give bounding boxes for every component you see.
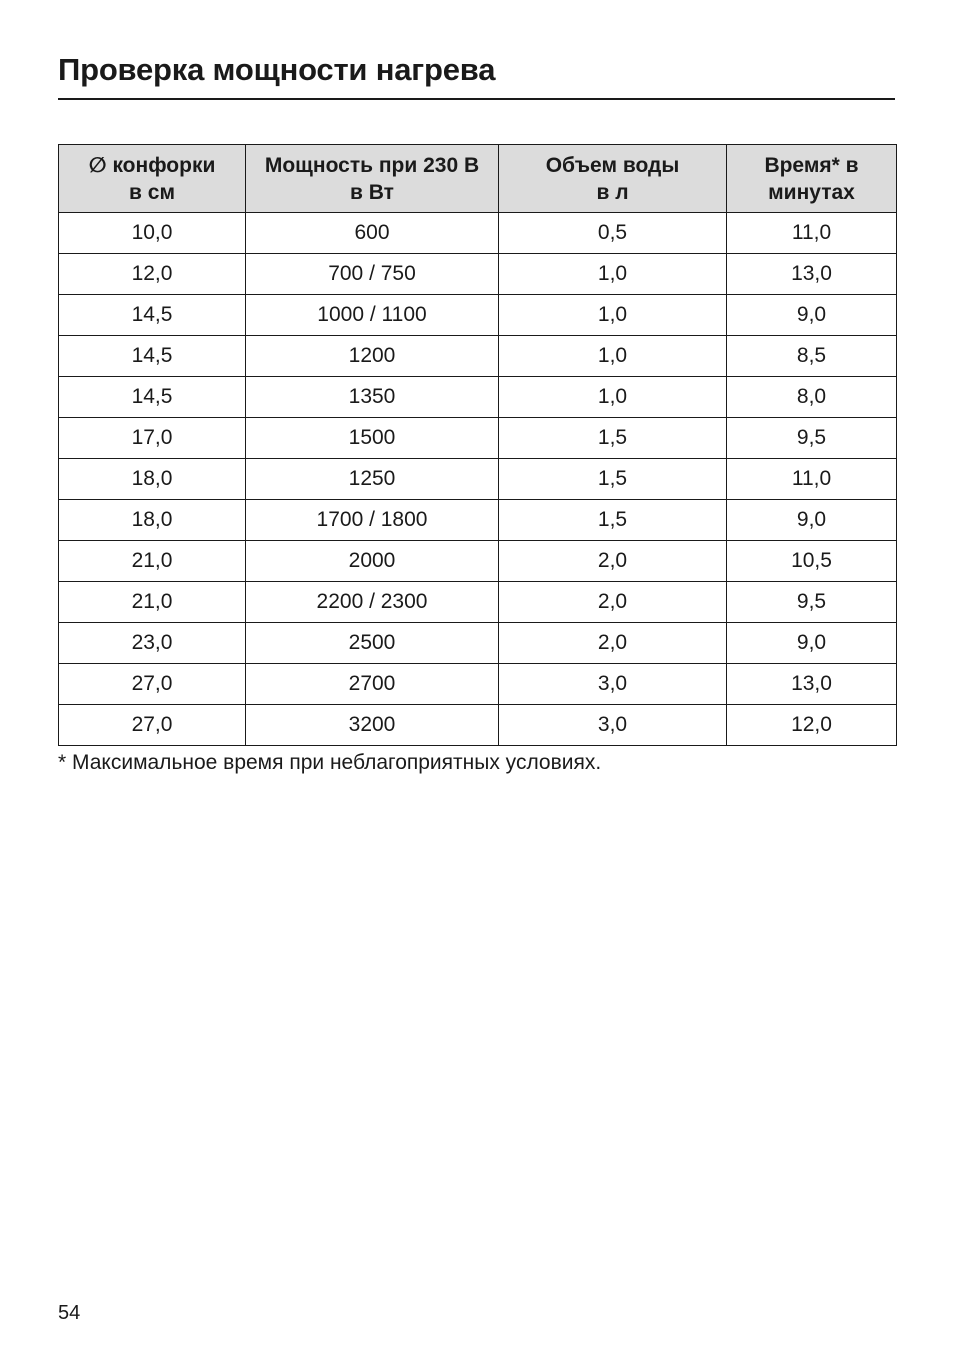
- header-time: [727, 145, 897, 213]
- table-row: [59, 377, 897, 418]
- cell-diameter: 14,5: [59, 295, 246, 336]
- title-divider: [58, 98, 895, 100]
- cell-volume: 2,0: [499, 582, 727, 623]
- table-row: [59, 582, 897, 623]
- header-line: Время* в: [764, 153, 859, 177]
- cell-power: 2500: [246, 623, 499, 664]
- cell-power: 1000 / 1100: [246, 295, 499, 336]
- cell-power: 3200: [246, 705, 499, 746]
- cell-diameter: 23,0: [59, 623, 246, 664]
- table-row: [59, 295, 897, 336]
- table-row: [59, 254, 897, 295]
- cell-volume: 3,0: [499, 664, 727, 705]
- footnote: * Максимальное время при неблагоприятных условиях.: [58, 751, 602, 774]
- table-row: [59, 213, 897, 254]
- table-row: [59, 500, 897, 541]
- cell-time: 8,0: [727, 377, 897, 418]
- cell-diameter: 17,0: [59, 418, 246, 459]
- cell-volume: 2,0: [499, 541, 727, 582]
- header-line: ∅ конфорки: [88, 153, 216, 177]
- cell-time: 13,0: [727, 254, 897, 295]
- table-row: [59, 336, 897, 377]
- cell-diameter: 12,0: [59, 254, 246, 295]
- table-row: [59, 664, 897, 705]
- cell-power: 2700: [246, 664, 499, 705]
- cell-time: 12,0: [727, 705, 897, 746]
- cell-diameter: 18,0: [59, 459, 246, 500]
- page-title: Проверка мощности нагрева: [58, 52, 496, 87]
- cell-diameter: 10,0: [59, 213, 246, 254]
- cell-diameter: 27,0: [59, 705, 246, 746]
- cell-time: 9,5: [727, 418, 897, 459]
- cell-power: 1500: [246, 418, 499, 459]
- header-line: в Вт: [350, 180, 394, 204]
- cell-volume: 3,0: [499, 705, 727, 746]
- table-row: [59, 459, 897, 500]
- cell-power: 1250: [246, 459, 499, 500]
- cell-diameter: 14,5: [59, 377, 246, 418]
- cell-time: 9,0: [727, 295, 897, 336]
- cell-power: 700 / 750: [246, 254, 499, 295]
- page-number: 54: [58, 1302, 81, 1324]
- table-body: [59, 213, 897, 746]
- cell-volume: 1,5: [499, 500, 727, 541]
- cell-volume: 1,5: [499, 459, 727, 500]
- cell-time: 13,0: [727, 664, 897, 705]
- cell-time: 11,0: [727, 213, 897, 254]
- cell-power: 600: [246, 213, 499, 254]
- cell-diameter: 18,0: [59, 500, 246, 541]
- cell-time: 10,5: [727, 541, 897, 582]
- cell-time: 9,0: [727, 500, 897, 541]
- table-row: [59, 541, 897, 582]
- table-header-row: [59, 145, 897, 213]
- header-water-volume: [499, 145, 727, 213]
- cell-volume: 1,0: [499, 254, 727, 295]
- cell-volume: 1,5: [499, 418, 727, 459]
- header-line: в см: [129, 180, 175, 204]
- cell-volume: 0,5: [499, 213, 727, 254]
- table-row: [59, 705, 897, 746]
- cell-time: 9,0: [727, 623, 897, 664]
- cell-power: 1350: [246, 377, 499, 418]
- header-line: в л: [596, 180, 629, 204]
- cell-diameter: 14,5: [59, 336, 246, 377]
- cell-volume: 2,0: [499, 623, 727, 664]
- table-row: [59, 623, 897, 664]
- cell-volume: 1,0: [499, 295, 727, 336]
- header-burner-diameter: [59, 145, 246, 213]
- cell-power: 2000: [246, 541, 499, 582]
- cell-diameter: 21,0: [59, 582, 246, 623]
- header-line: Объем воды: [545, 153, 680, 177]
- cell-volume: 1,0: [499, 336, 727, 377]
- cell-diameter: 27,0: [59, 664, 246, 705]
- cell-time: 11,0: [727, 459, 897, 500]
- cell-power: 1700 / 1800: [246, 500, 499, 541]
- cell-diameter: 21,0: [59, 541, 246, 582]
- cell-power: 2200 / 2300: [246, 582, 499, 623]
- cell-time: 8,5: [727, 336, 897, 377]
- table-row: [59, 418, 897, 459]
- header-line: минутах: [768, 180, 855, 204]
- heating-power-table: [58, 144, 897, 746]
- header-line: Мощность при 230 В: [264, 153, 480, 177]
- header-power: [246, 145, 499, 213]
- cell-power: 1200: [246, 336, 499, 377]
- cell-time: 9,5: [727, 582, 897, 623]
- cell-volume: 1,0: [499, 377, 727, 418]
